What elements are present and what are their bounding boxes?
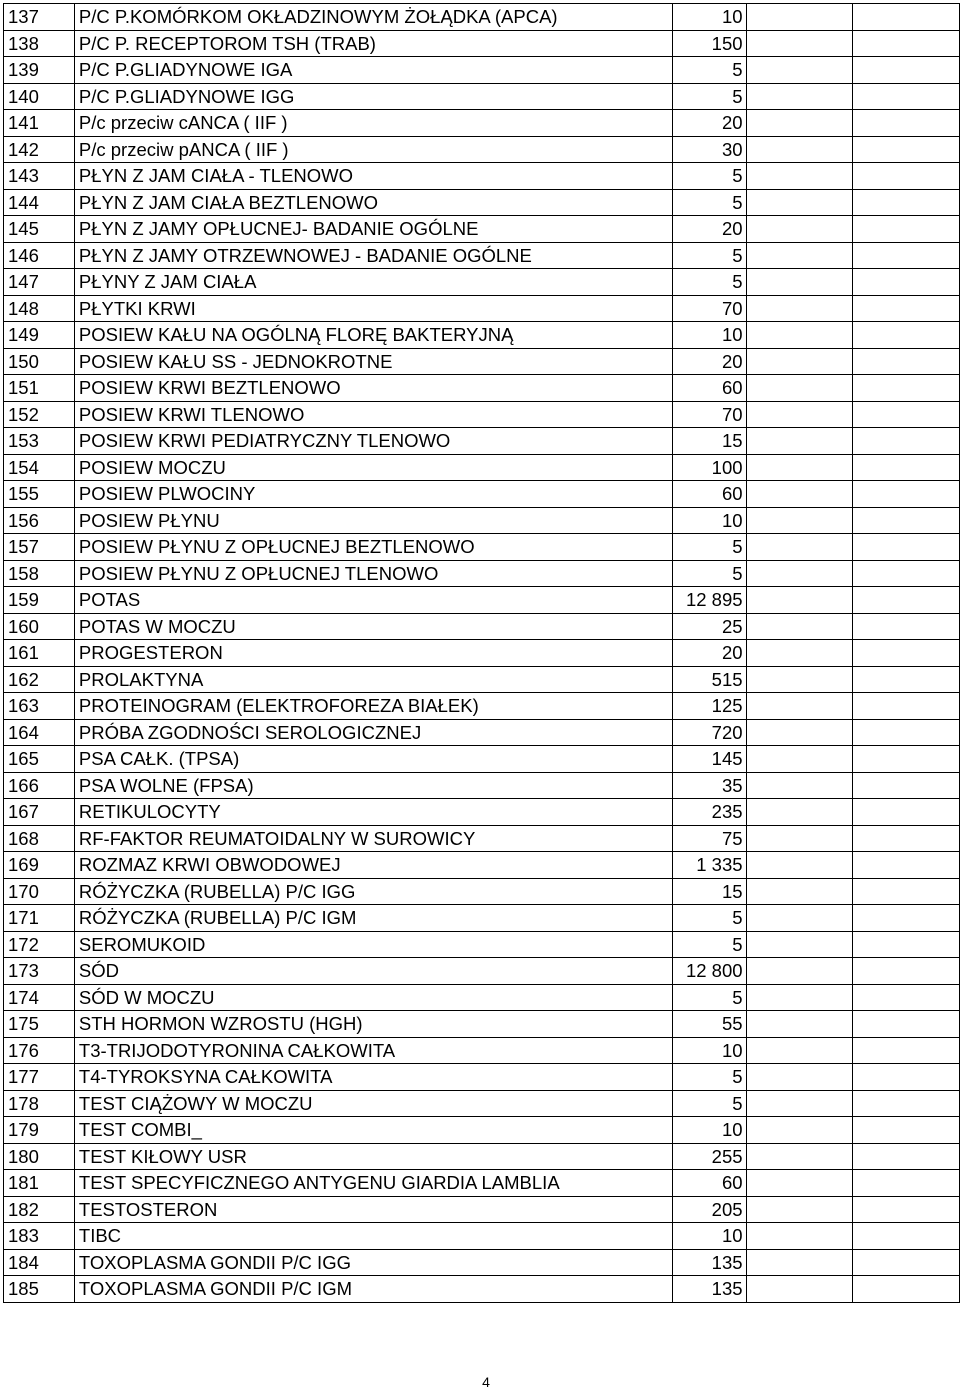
test-name-cell: PŁYN Z JAMY OPŁUCNEJ- BADANIE OGÓLNE [74,216,672,243]
test-name-cell: T3-TRIJODOTYRONINA CAŁKOWITA [74,1037,672,1064]
test-name-cell: TESTOSTERON [74,1196,672,1223]
row-number-cell: 147 [4,269,75,296]
table-row [4,825,960,852]
quantity-cell: 10 [672,507,746,534]
quantity-cell: 12 800 [672,958,746,985]
table-row [4,746,960,773]
empty-cell [853,1011,960,1038]
table-row [4,534,960,561]
empty-cell [746,825,853,852]
test-name-cell: PSA WOLNE (FPSA) [74,772,672,799]
empty-cell [746,348,853,375]
test-name-cell: TOXOPLASMA GONDII P/C IGM [74,1276,672,1303]
empty-cell [746,587,853,614]
row-number-cell: 160 [4,613,75,640]
row-number-cell: 166 [4,772,75,799]
quantity-cell: 235 [672,799,746,826]
table-row [4,110,960,137]
empty-cell [746,1064,853,1091]
test-name-cell: P/C P.KOMÓRKOM OKŁADZINOWYM ŻOŁĄDKA (APCA) [74,4,672,31]
empty-cell [853,216,960,243]
quantity-cell: 1 335 [672,852,746,879]
empty-cell [853,640,960,667]
row-number-cell: 168 [4,825,75,852]
empty-cell [746,1037,853,1064]
table-row [4,560,960,587]
table-row [4,1276,960,1303]
empty-cell [853,1064,960,1091]
empty-cell [746,958,853,985]
empty-cell [746,799,853,826]
empty-cell [746,1011,853,1038]
row-number-cell: 180 [4,1143,75,1170]
row-number-cell: 150 [4,348,75,375]
quantity-cell: 30 [672,136,746,163]
empty-cell [853,825,960,852]
table-row [4,772,960,799]
test-name-cell: PROTEINOGRAM (ELEKTROFOREZA BIAŁEK) [74,693,672,720]
empty-cell [853,189,960,216]
test-name-cell: POSIEW PŁYNU Z OPŁUCNEJ TLENOWO [74,560,672,587]
test-name-cell: TOXOPLASMA GONDII P/C IGG [74,1249,672,1276]
row-number-cell: 145 [4,216,75,243]
empty-cell [746,560,853,587]
quantity-cell: 100 [672,454,746,481]
quantity-cell: 5 [672,242,746,269]
test-name-cell: PROGESTERON [74,640,672,667]
quantity-cell: 515 [672,666,746,693]
page-number: 4 [482,1374,490,1390]
test-name-cell: POSIEW KRWI PEDIATRYCZNY TLENOWO [74,428,672,455]
row-number-cell: 162 [4,666,75,693]
empty-cell [853,958,960,985]
empty-cell [746,163,853,190]
empty-cell [746,1090,853,1117]
test-price-table [3,3,960,1303]
empty-cell [746,1223,853,1250]
empty-cell [746,1249,853,1276]
table-row [4,57,960,84]
row-number-cell: 153 [4,428,75,455]
quantity-cell: 75 [672,825,746,852]
quantity-cell: 60 [672,1170,746,1197]
table-row [4,454,960,481]
empty-cell [746,1276,853,1303]
quantity-cell: 5 [672,905,746,932]
empty-cell [853,560,960,587]
quantity-cell: 70 [672,401,746,428]
row-number-cell: 154 [4,454,75,481]
table-row [4,295,960,322]
empty-cell [853,163,960,190]
row-number-cell: 158 [4,560,75,587]
empty-cell [853,110,960,137]
row-number-cell: 182 [4,1196,75,1223]
quantity-cell: 10 [672,4,746,31]
row-number-cell: 138 [4,30,75,57]
quantity-cell: 720 [672,719,746,746]
table-row [4,693,960,720]
row-number-cell: 149 [4,322,75,349]
row-number-cell: 173 [4,958,75,985]
quantity-cell: 10 [672,1223,746,1250]
quantity-cell: 15 [672,428,746,455]
test-name-cell: P/c przeciw pANCA ( IIF ) [74,136,672,163]
quantity-cell: 5 [672,189,746,216]
row-number-cell: 184 [4,1249,75,1276]
table-row [4,931,960,958]
test-name-cell: PROLAKTYNA [74,666,672,693]
empty-cell [746,242,853,269]
table-row [4,322,960,349]
test-name-cell: POSIEW PLWOCINY [74,481,672,508]
row-number-cell: 181 [4,1170,75,1197]
row-number-cell: 161 [4,640,75,667]
quantity-cell: 20 [672,640,746,667]
empty-cell [853,534,960,561]
empty-cell [853,984,960,1011]
test-name-cell: PŁYNY Z JAM CIAŁA [74,269,672,296]
test-name-cell: TEST KIŁOWY USR [74,1143,672,1170]
empty-cell [853,57,960,84]
row-number-cell: 141 [4,110,75,137]
table-row [4,984,960,1011]
row-number-cell: 167 [4,799,75,826]
test-name-cell: RÓŻYCZKA (RUBELLA) P/C IGG [74,878,672,905]
table-row [4,163,960,190]
row-number-cell: 163 [4,693,75,720]
table-row [4,1011,960,1038]
empty-cell [853,1170,960,1197]
table-row [4,799,960,826]
quantity-cell: 5 [672,984,746,1011]
quantity-cell: 5 [672,83,746,110]
quantity-cell: 5 [672,57,746,84]
table-row [4,878,960,905]
table-row [4,83,960,110]
empty-cell [746,57,853,84]
empty-cell [746,428,853,455]
test-name-cell: TEST SPECYFICZNEGO ANTYGENU GIARDIA LAMBLIA [74,1170,672,1197]
quantity-cell: 5 [672,163,746,190]
empty-cell [853,4,960,31]
empty-cell [853,242,960,269]
quantity-cell: 70 [672,295,746,322]
quantity-cell: 20 [672,216,746,243]
empty-cell [853,693,960,720]
empty-cell [746,1196,853,1223]
table-row [4,1223,960,1250]
empty-cell [853,136,960,163]
table-row [4,401,960,428]
test-name-cell: POSIEW KAŁU NA OGÓLNĄ FLORĘ BAKTERYJNĄ [74,322,672,349]
empty-cell [853,799,960,826]
test-name-cell: POSIEW KAŁU SS - JEDNOKROTNE [74,348,672,375]
table-row [4,242,960,269]
test-name-cell: TIBC [74,1223,672,1250]
table-row [4,1090,960,1117]
empty-cell [746,136,853,163]
row-number-cell: 139 [4,57,75,84]
empty-cell [746,640,853,667]
empty-cell [853,83,960,110]
test-name-cell: POSIEW PŁYNU Z OPŁUCNEJ BEZTLENOWO [74,534,672,561]
table-row [4,30,960,57]
table-row [4,1064,960,1091]
table-row [4,269,960,296]
empty-cell [853,481,960,508]
table-row [4,719,960,746]
test-name-cell: RF-FAKTOR REUMATOIDALNY W SUROWICY [74,825,672,852]
empty-cell [746,693,853,720]
row-number-cell: 148 [4,295,75,322]
empty-cell [853,348,960,375]
quantity-cell: 255 [672,1143,746,1170]
test-name-cell: POSIEW KRWI BEZTLENOWO [74,375,672,402]
row-number-cell: 142 [4,136,75,163]
test-name-cell: RETIKULOCYTY [74,799,672,826]
empty-cell [853,587,960,614]
row-number-cell: 177 [4,1064,75,1091]
table-row [4,4,960,31]
row-number-cell: 169 [4,852,75,879]
table-row [4,136,960,163]
empty-cell [853,931,960,958]
row-number-cell: 151 [4,375,75,402]
table-row [4,189,960,216]
empty-cell [853,666,960,693]
table-row [4,375,960,402]
test-name-cell: TEST COMBI_ [74,1117,672,1144]
test-name-cell: SEROMUKOID [74,931,672,958]
row-number-cell: 165 [4,746,75,773]
table-row [4,1037,960,1064]
empty-cell [746,666,853,693]
empty-cell [853,1117,960,1144]
test-name-cell: RÓŻYCZKA (RUBELLA) P/C IGM [74,905,672,932]
empty-cell [746,613,853,640]
empty-cell [853,613,960,640]
row-number-cell: 172 [4,931,75,958]
row-number-cell: 157 [4,534,75,561]
table-row [4,587,960,614]
row-number-cell: 152 [4,401,75,428]
quantity-cell: 5 [672,1090,746,1117]
row-number-cell: 179 [4,1117,75,1144]
row-number-cell: 156 [4,507,75,534]
empty-cell [853,375,960,402]
empty-cell [853,719,960,746]
table-row [4,348,960,375]
quantity-cell: 135 [672,1249,746,1276]
empty-cell [746,534,853,561]
quantity-cell: 205 [672,1196,746,1223]
empty-cell [853,1223,960,1250]
test-name-cell: POSIEW PŁYNU [74,507,672,534]
empty-cell [853,772,960,799]
table-row [4,905,960,932]
empty-cell [746,216,853,243]
test-name-cell: TEST CIĄŻOWY W MOCZU [74,1090,672,1117]
table-body [4,4,960,1303]
row-number-cell: 175 [4,1011,75,1038]
row-number-cell: 137 [4,4,75,31]
row-number-cell: 178 [4,1090,75,1117]
quantity-cell: 10 [672,1117,746,1144]
quantity-cell: 15 [672,878,746,905]
row-number-cell: 185 [4,1276,75,1303]
table-row [4,481,960,508]
empty-cell [746,1170,853,1197]
quantity-cell: 135 [672,1276,746,1303]
table-row [4,507,960,534]
table-row [4,666,960,693]
row-number-cell: 159 [4,587,75,614]
quantity-cell: 150 [672,30,746,57]
empty-cell [746,295,853,322]
test-name-cell: P/C P.GLIADYNOWE IGA [74,57,672,84]
empty-cell [746,401,853,428]
table-row [4,216,960,243]
table-row [4,613,960,640]
empty-cell [746,269,853,296]
test-name-cell: T4-TYROKSYNA CAŁKOWITA [74,1064,672,1091]
quantity-cell: 5 [672,931,746,958]
empty-cell [746,931,853,958]
table-row [4,1117,960,1144]
test-name-cell: PŁYTKI KRWI [74,295,672,322]
test-name-cell: PŁYN Z JAM CIAŁA BEZTLENOWO [74,189,672,216]
empty-cell [853,1090,960,1117]
empty-cell [746,454,853,481]
test-name-cell: PŁYN Z JAM CIAŁA - TLENOWO [74,163,672,190]
test-name-cell: PSA CAŁK. (TPSA) [74,746,672,773]
empty-cell [853,507,960,534]
empty-cell [746,110,853,137]
empty-cell [853,852,960,879]
table-row [4,1196,960,1223]
empty-cell [746,322,853,349]
empty-cell [746,189,853,216]
empty-cell [746,905,853,932]
quantity-cell: 5 [672,1064,746,1091]
empty-cell [853,1249,960,1276]
table-row [4,1143,960,1170]
empty-cell [853,878,960,905]
empty-cell [853,322,960,349]
quantity-cell: 20 [672,348,746,375]
quantity-cell: 25 [672,613,746,640]
empty-cell [746,1143,853,1170]
empty-cell [746,4,853,31]
empty-cell [853,454,960,481]
empty-cell [746,375,853,402]
test-name-cell: POSIEW KRWI TLENOWO [74,401,672,428]
empty-cell [746,772,853,799]
quantity-cell: 5 [672,534,746,561]
quantity-cell: 20 [672,110,746,137]
empty-cell [746,481,853,508]
empty-cell [746,878,853,905]
empty-cell [853,1196,960,1223]
table-row [4,428,960,455]
empty-cell [853,269,960,296]
empty-cell [746,852,853,879]
table-row [4,958,960,985]
empty-cell [746,719,853,746]
empty-cell [853,30,960,57]
table-row [4,640,960,667]
test-name-cell: POSIEW MOCZU [74,454,672,481]
empty-cell [853,1276,960,1303]
row-number-cell: 143 [4,163,75,190]
row-number-cell: 174 [4,984,75,1011]
quantity-cell: 12 895 [672,587,746,614]
row-number-cell: 164 [4,719,75,746]
test-name-cell: ROZMAZ KRWI OBWODOWEJ [74,852,672,879]
row-number-cell: 170 [4,878,75,905]
quantity-cell: 125 [672,693,746,720]
quantity-cell: 145 [672,746,746,773]
test-name-cell: POTAS W MOCZU [74,613,672,640]
test-name-cell: SÓD W MOCZU [74,984,672,1011]
empty-cell [746,984,853,1011]
quantity-cell: 60 [672,375,746,402]
table-row [4,1170,960,1197]
row-number-cell: 155 [4,481,75,508]
test-name-cell: PŁYN Z JAMY OTRZEWNOWEJ - BADANIE OGÓLNE [74,242,672,269]
quantity-cell: 55 [672,1011,746,1038]
test-name-cell: STH HORMON WZROSTU (HGH) [74,1011,672,1038]
empty-cell [853,1037,960,1064]
test-name-cell: SÓD [74,958,672,985]
empty-cell [746,30,853,57]
quantity-cell: 10 [672,1037,746,1064]
row-number-cell: 144 [4,189,75,216]
test-name-cell: P/C P.GLIADYNOWE IGG [74,83,672,110]
test-name-cell: PRÓBA ZGODNOŚCI SEROLOGICZNEJ [74,719,672,746]
empty-cell [853,1143,960,1170]
quantity-cell: 5 [672,560,746,587]
empty-cell [853,746,960,773]
empty-cell [746,1117,853,1144]
table-row [4,1249,960,1276]
quantity-cell: 35 [672,772,746,799]
row-number-cell: 176 [4,1037,75,1064]
row-number-cell: 140 [4,83,75,110]
empty-cell [853,295,960,322]
empty-cell [853,905,960,932]
empty-cell [853,401,960,428]
quantity-cell: 60 [672,481,746,508]
test-name-cell: P/c przeciw cANCA ( IIF ) [74,110,672,137]
table-row [4,852,960,879]
quantity-cell: 5 [672,269,746,296]
empty-cell [746,83,853,110]
empty-cell [746,507,853,534]
row-number-cell: 183 [4,1223,75,1250]
row-number-cell: 171 [4,905,75,932]
test-name-cell: POTAS [74,587,672,614]
empty-cell [746,746,853,773]
empty-cell [853,428,960,455]
test-name-cell: P/C P. RECEPTOROM TSH (TRAB) [74,30,672,57]
row-number-cell: 146 [4,242,75,269]
quantity-cell: 10 [672,322,746,349]
